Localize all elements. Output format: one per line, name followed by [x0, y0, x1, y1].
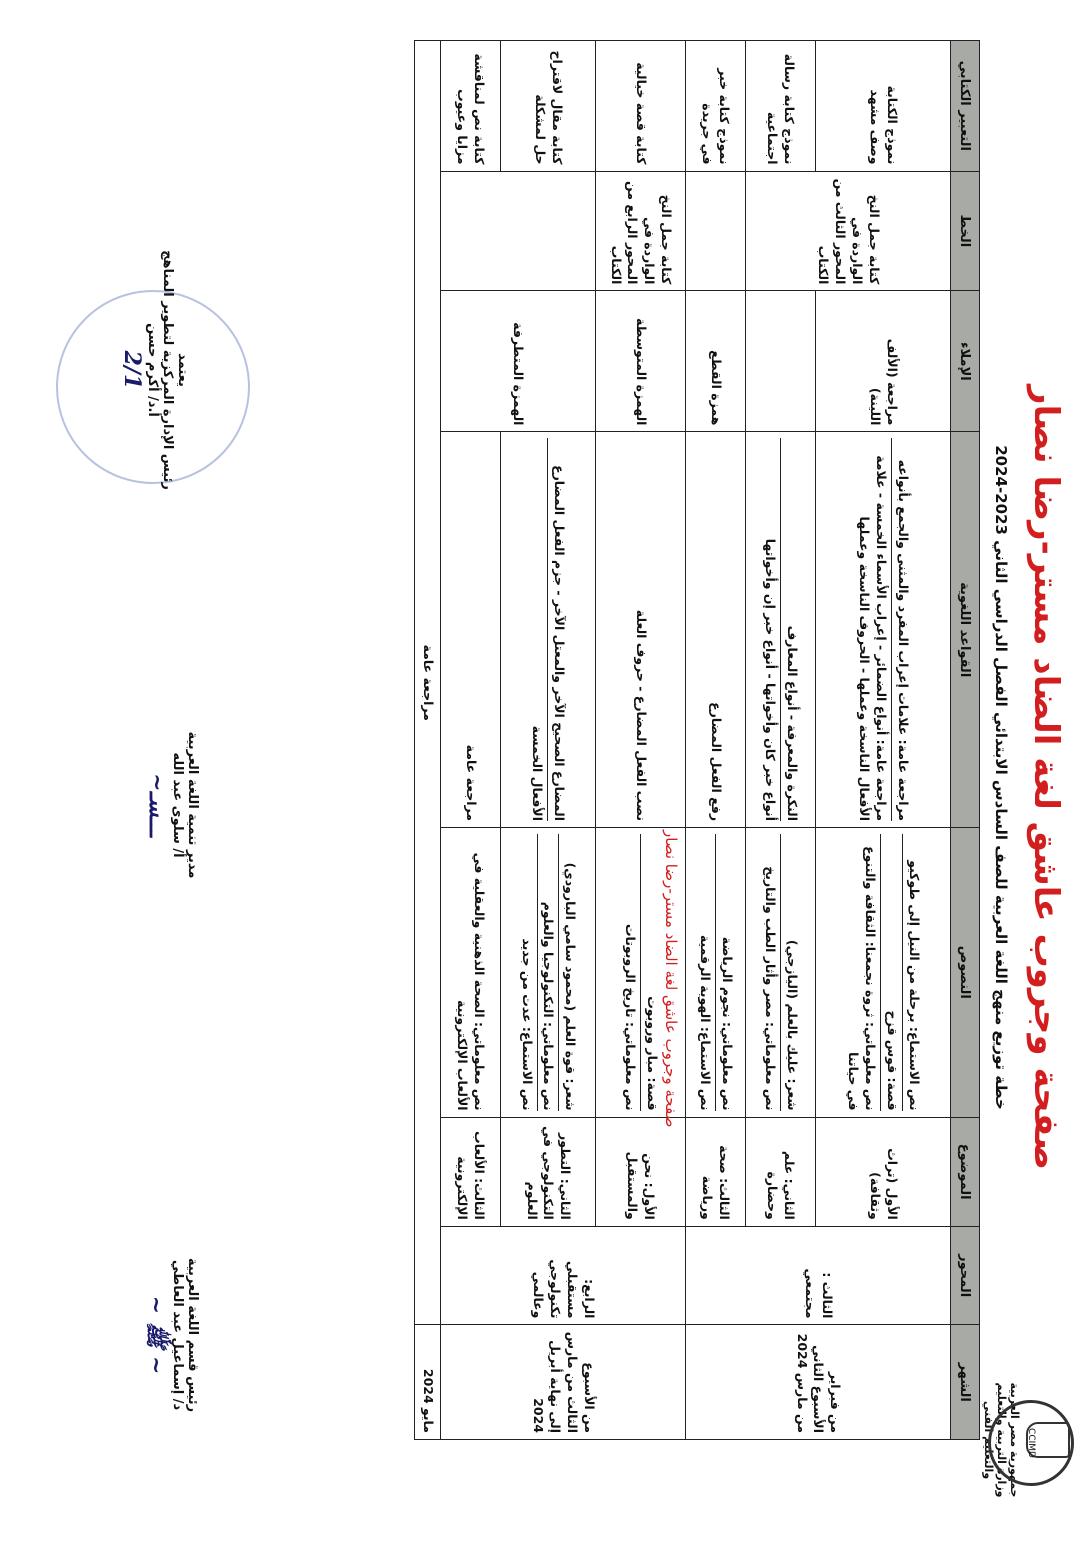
col-dictation: الإملاء	[951, 291, 980, 432]
texts-cell: قصة: مبار وروبوت نص معلوماتي: تاريخ الروبوتات	[596, 828, 686, 1118]
handwritten-signature-icon: ـــسـ~	[144, 773, 170, 837]
month-cell: من الأسبوع الثالث من مارس إلى نهاية أبريل 2024	[441, 1325, 686, 1440]
handwritten-date: 2/1	[119, 350, 145, 390]
topic-cell: الأول: نحن والمستقبل	[596, 1117, 686, 1226]
month-cell: مايو 2024	[415, 1325, 441, 1440]
emblem-ministry: وزارة التربية والتعليم والتعليم الفني	[982, 1382, 1008, 1498]
grammar-cell: رفع الفعل المضارع	[686, 432, 746, 828]
axis-cell: الثالث : مجتمعي	[686, 1226, 951, 1325]
table-header-row	[951, 41, 980, 1440]
emblem-country: جمهورية مصر العربية	[1008, 1382, 1021, 1498]
col-month: الشهر	[951, 1325, 980, 1440]
texts-cell: شعر: قوة العلم (محمود سامي البارودي) نص معلوماتي: التكنولوجيا والعلوم نص الاستماع: عدت من جديد	[501, 828, 596, 1118]
table-row	[596, 41, 686, 1440]
signature-head-of-dept: رئيس قسم اللغة العربية د/ إسماعيل عبد العاطي ~ ﷺ ~	[138, 1205, 200, 1465]
signature-director: مدير تنمية اللغة العربية أ/ سلوى عبد الله ـــسـ~	[144, 675, 200, 935]
handwriting-cell	[686, 171, 746, 291]
curriculum-table	[414, 40, 980, 1440]
ccimd-logo-icon: CCIMD	[988, 1400, 1074, 1486]
writing-cell: نموذج الكتابة وصف مشهد	[816, 41, 951, 172]
handwriting-cell: كتابة جمل النخ الواردة في المحور الرابع من الكتاب	[596, 171, 686, 291]
handwriting-cell: كتابة جمل النخ الواردة في المحور الثالث من الكتاب	[746, 171, 951, 291]
plan-title: خطة توزيع منهج اللغة العربية للصف السادس الابتدائي الفصل الدراسي الثاني 2023-2024	[992, 445, 1010, 1110]
topic-cell: الثاني: التطور التكنولوجي في العلوم	[501, 1117, 596, 1226]
overlay-watermark: صفحة وجروب عاشق لغة الضاد مستر-رضا نصار	[662, 830, 680, 1128]
dictation-cell: مراجعة (الألف اللينة)	[816, 291, 951, 432]
dictation-cell: همزة القطع	[686, 291, 746, 432]
writing-cell: نموذج كتابة رسالة اجتماعية	[746, 41, 816, 172]
dictation-cell: الهمزة المتوسطة	[596, 291, 686, 432]
writing-cell: نموذج كتابة خبر في جريدة	[686, 41, 746, 172]
col-writing: التعبير الكتابي	[951, 41, 980, 172]
grammar-cell: مراجعة عامة	[441, 432, 501, 828]
writing-cell: كتابة قصة خيالية	[596, 41, 686, 172]
texts-cell: نص الاستماع: برحلة من النيل إلى طوكيو قصة: قوس قزح نص معلوماتي: ثروة نجمعنا: الثقافة والتنوع في حياتنا	[816, 828, 951, 1118]
topic-cell: الثاني: علم وحضارة	[746, 1117, 816, 1226]
watermark-title: صفحة وجروب عاشق لغة الضاد مستر-رضا نصار	[1026, 385, 1066, 1170]
handwriting-cell	[441, 171, 596, 291]
handwritten-signature-icon: ~ ﷺ ~	[143, 1295, 169, 1375]
texts-cell: نص معلوماتي: الصحة الذهنية والعقلية في الألعاب الإلكترونية	[441, 828, 501, 1118]
col-grammar: القواعد اللغوية	[951, 432, 980, 828]
topic-cell: الثالث: الألعاب الإلكترونية	[441, 1117, 501, 1226]
topic-cell: الثالث: صحة ورياضة	[686, 1117, 746, 1226]
dictation-cell: الهمزة المتطرفة	[441, 291, 596, 432]
dictation-cell	[746, 291, 816, 432]
col-topic: الموضوع	[951, 1117, 980, 1226]
signature-central-admin: يعتمد رئيس الإدارة المركزية لتطوير المناهج أ.د/ أكرم حسن 2/1	[119, 210, 190, 530]
table-row-review	[415, 41, 441, 1440]
grammar-cell: نصب الفعل المضارع - حروف العلة	[596, 432, 686, 828]
writing-cell: كتابة مقال لاقتراح حل لمشكلة	[501, 41, 596, 172]
grammar-cell: المضارع الصحيح الآخر والمعتل الآخر - جزم الفعل المضارع الأفعال الخمسة	[501, 432, 596, 828]
month-cell: من فبراير الأسبوع الثاني من مارس 2024	[686, 1325, 951, 1440]
writing-cell: كتابة نص لمناقشة مزايا وعيوب	[441, 41, 501, 172]
review-cell: مراجعة عامة	[415, 41, 441, 1325]
texts-cell: شعر: عليك بالعلم (اليازجي) نص معلوماتي: مصر وأثار الطب والتاريخ	[746, 828, 816, 1118]
axis-cell: الرابع: مستقبلي تكنولوجي وعالمي	[441, 1226, 686, 1325]
col-texts: النصوص	[951, 828, 980, 1118]
topic-cell: الأول (تراث وثقافة)	[816, 1117, 951, 1226]
table-row	[816, 41, 951, 1440]
texts-cell: نص معلوماتي: نجوم الرياضة نص الاستماع: الهوية الرقمية	[686, 828, 746, 1118]
grammar-cell: النكرة والمعرفة - أنواع المعارف أنواع خبر كان وأخواتها - أنواع خبر إن وأخواتها	[746, 432, 816, 828]
col-axis: المحور	[951, 1226, 980, 1325]
grammar-cell: مراجعة عامة: علامات إعراب المفرد والمثنى والجمع بأنواعه مراجعة عامة: أنواع الضمائر - إعراب الأسماء الخمسة - علامة الأفعال الناسخة وعملها - الحروف الناسخة وعملها	[816, 432, 951, 828]
col-handwriting: الخط	[951, 171, 980, 291]
